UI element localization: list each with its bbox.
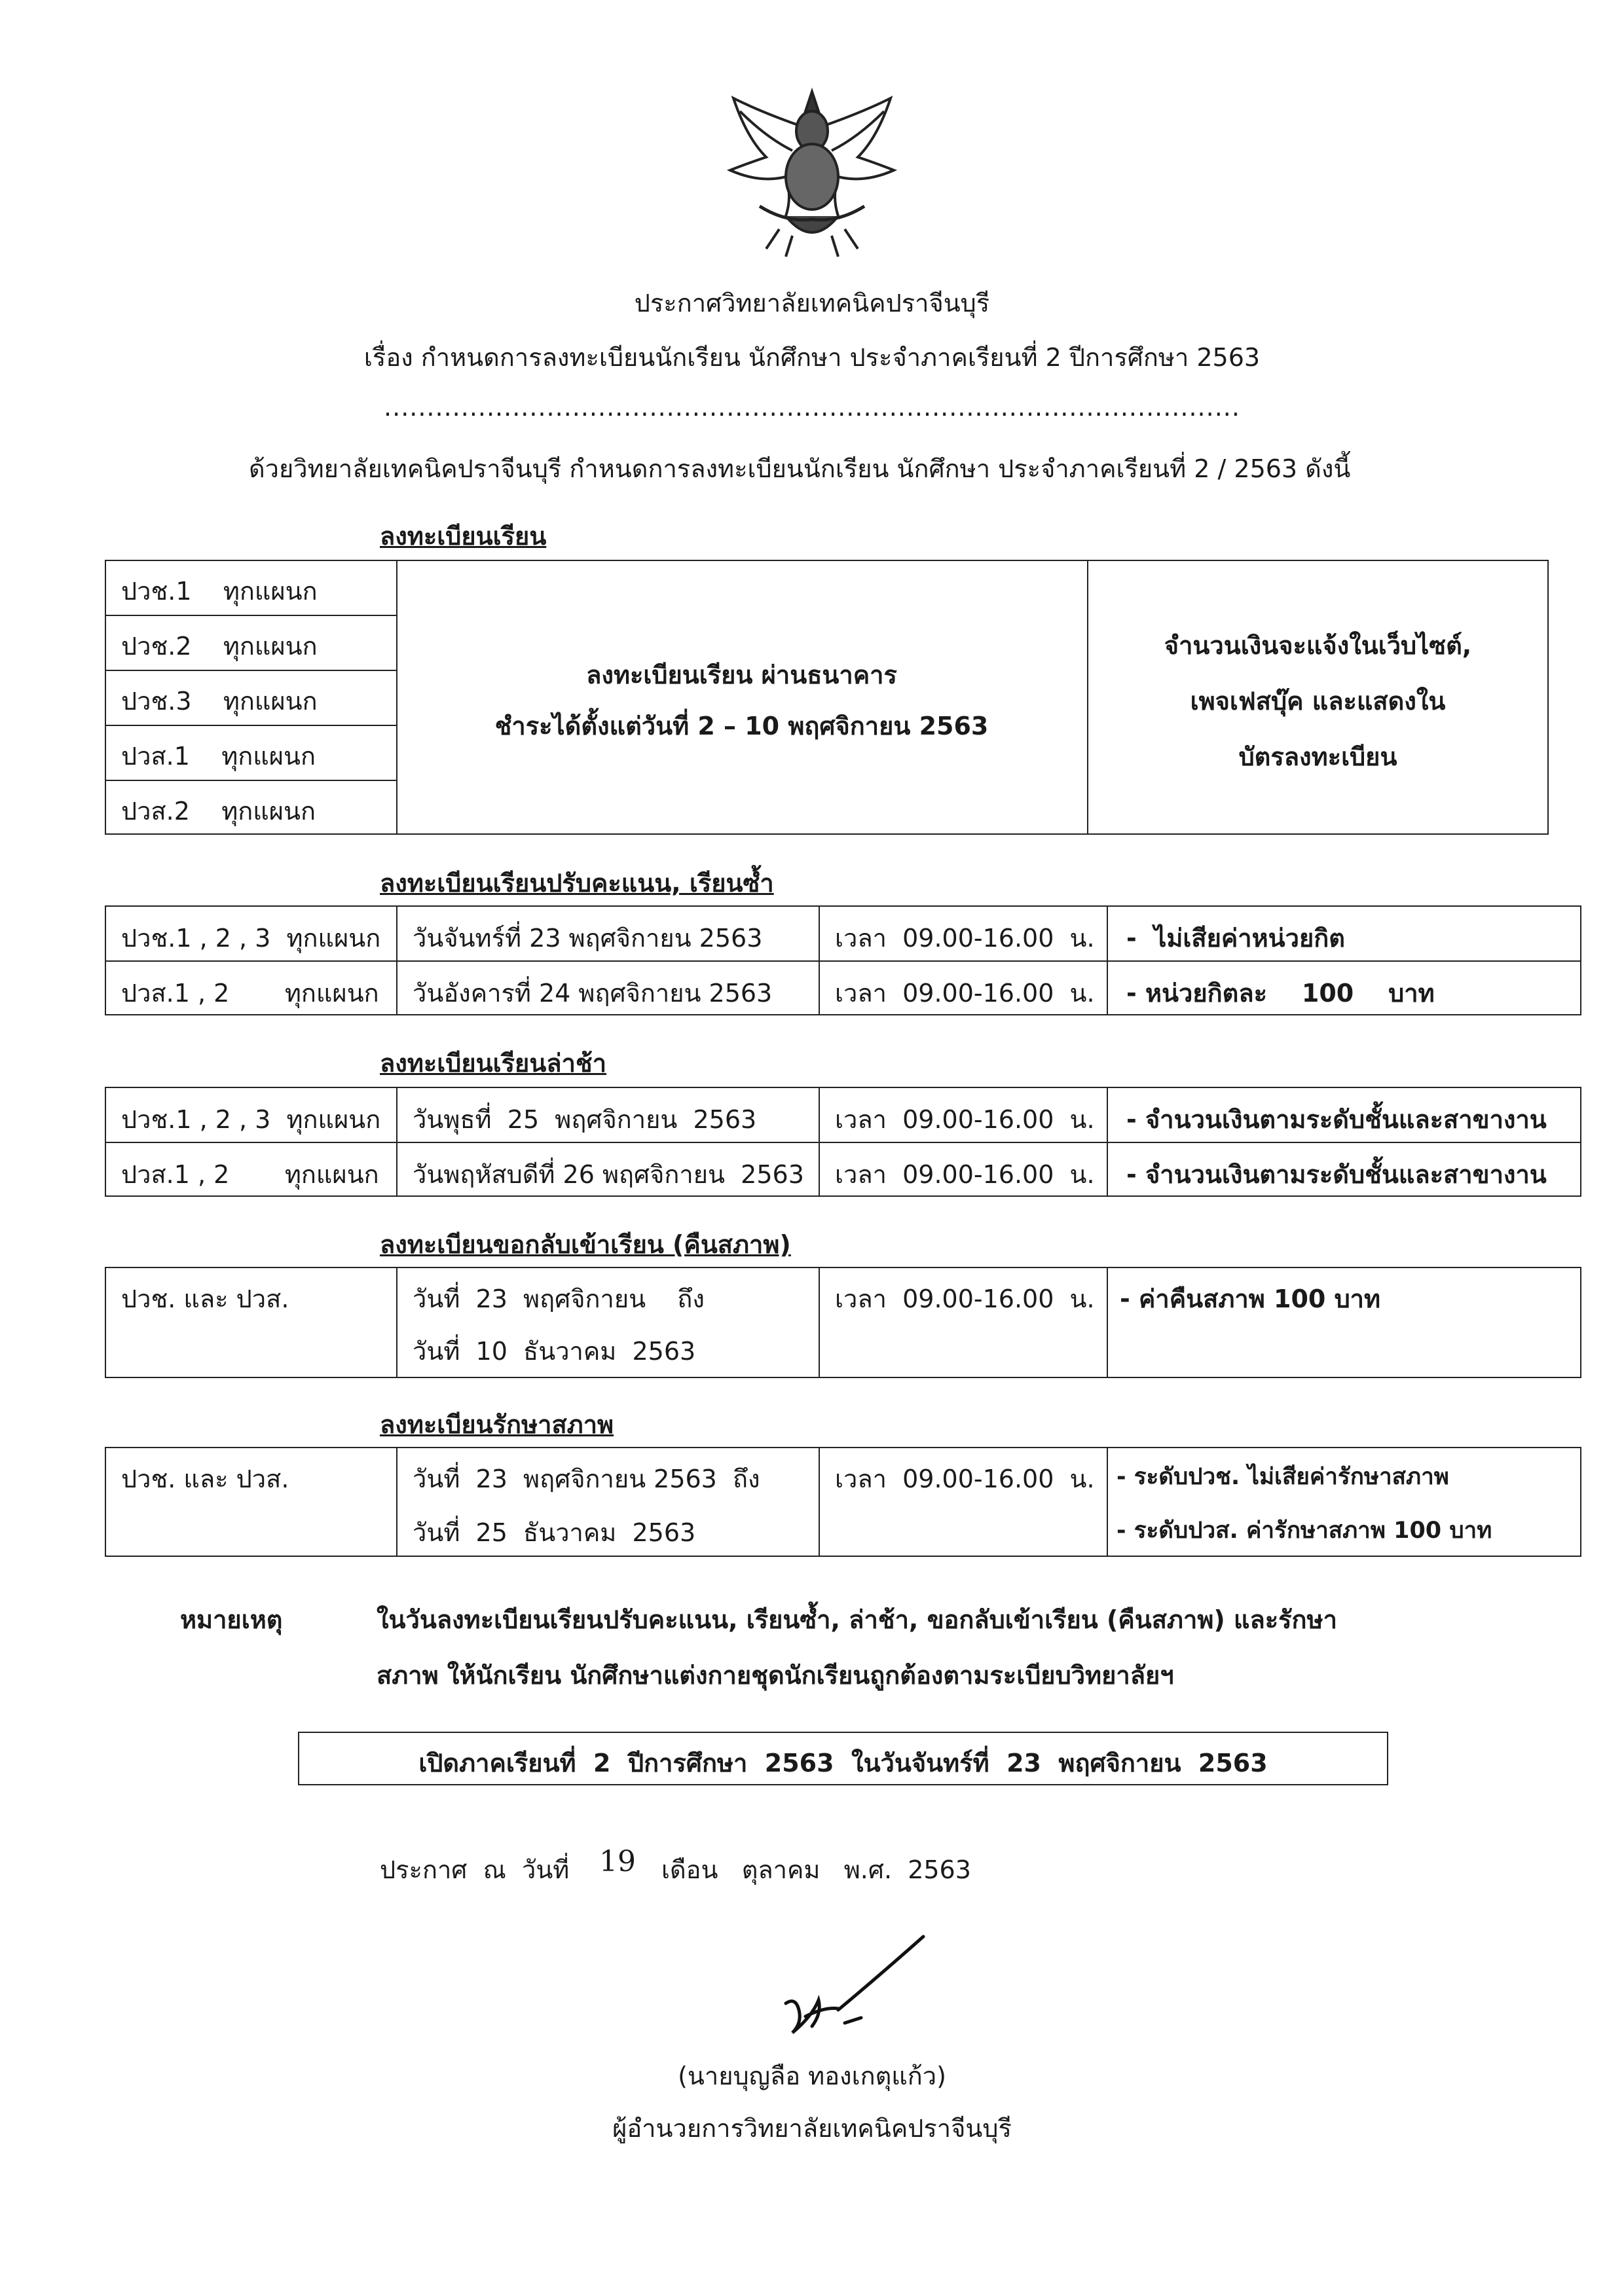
intro-text: ด้วยวิทยาลัยเทคนิคปราจีนบุรี กำหนดการลงทะเบียนนักเรียน นักศึกษา ประจำภาคเรียนที่ 2 / 2563 ดังนี้: [249, 454, 1351, 483]
table-divider: [1107, 905, 1108, 1015]
table-divider: [1107, 1447, 1108, 1557]
row-divider: [105, 615, 396, 616]
remark-text: สภาพ ให้นักเรียน นักศึกษาแต่งกายชุดนักเรียนถูกต้องตามระเบียบวิทยาลัยฯ: [377, 1661, 1174, 1690]
table-cell: ปวส.2 ทุกแผนก: [121, 797, 316, 826]
table-cell: ปวช.1 ทุกแผนก: [121, 577, 318, 606]
row-divider: [105, 780, 396, 781]
table-cell: ปวส.1 ทุกแผนก: [121, 742, 316, 771]
table-cell: วันจันทร์ที่ 23 พฤศจิกายน 2563: [413, 924, 763, 953]
table-cell: ปวช.2 ทุกแผนก: [121, 632, 318, 661]
announce-day: 19: [599, 1845, 636, 1878]
section-heading-registration: ลงทะเบียนเรียน: [380, 522, 547, 551]
row-divider: [105, 670, 396, 671]
table-cell: - จำนวนเงินตามระดับชั้นและสาขางาน: [1126, 1105, 1547, 1134]
row-divider: [105, 725, 396, 726]
table-divider: [819, 1267, 820, 1378]
table-cell: เวลา 09.00-16.00 น.: [835, 1465, 1095, 1493]
table-cell: วันพฤหัสบดีที่ 26 พฤศจิกายน 2563: [413, 1160, 804, 1189]
table-cell: - ค่าคืนสภาพ 100 บาท: [1120, 1285, 1381, 1313]
table-cell: เวลา 09.00-16.00 น.: [835, 1285, 1095, 1313]
table-cell: เวลา 09.00-16.00 น.: [835, 1160, 1095, 1189]
table-cell: ปวช.1 , 2 , 3 ทุกแผนก: [121, 1105, 381, 1134]
signer-name: (นายบุญลือ ทองเกตุแก้ว): [678, 2062, 946, 2090]
section-heading-status-maintenance: ลงทะเบียนรักษาสภาพ: [380, 1410, 614, 1439]
table-divider: [396, 1267, 397, 1378]
table-cell: ปวส.1 , 2 ทุกแผนก: [121, 1160, 379, 1189]
table-cell: วันที่ 10 ธันวาคม 2563: [413, 1337, 696, 1366]
row-divider: [105, 1142, 1581, 1143]
table-divider: [396, 1447, 397, 1557]
table-cell: - จำนวนเงินตามระดับชั้นและสาขางาน: [1126, 1160, 1547, 1189]
dotted-separator: ....................................................................................................: [384, 393, 1240, 422]
table-cell: วันอังคารที่ 24 พฤศจิกายน 2563: [413, 979, 773, 1008]
table-cell: วันพุธที่ 25 พฤศจิกายน 2563: [413, 1105, 757, 1134]
table-cell: เวลา 09.00-16.00 น.: [835, 1105, 1095, 1134]
table-cell: วันที่ 23 พฤศจิกายน ถึง: [413, 1285, 705, 1313]
fee-note: จำนวนเงินจะแจ้งในเว็บไซต์,: [1164, 631, 1472, 660]
table-divider: [396, 905, 397, 1015]
payment-period: ชำระได้ตั้งแต่วันที่ 2 – 10 พฤศจิกายน 2563: [494, 712, 989, 740]
opening-date-text: เปิดภาคเรียนที่ 2 ปีการศึกษา 2563 ในวันจันทร์ที่ 23 พฤศจิกายน 2563: [418, 1749, 1268, 1777]
table-cell: ปวช.3 ทุกแผนก: [121, 687, 318, 716]
table-cell: - ระดับปวส. ค่ารักษาสภาพ 100 บาท: [1116, 1518, 1492, 1544]
remark-label: หมายเหตุ: [180, 1605, 283, 1634]
table-cell: ปวช.1 , 2 , 3 ทุกแผนก: [121, 924, 381, 953]
remark-text: ในวันลงทะเบียนเรียนปรับคะแนน, เรียนซ้ำ, ล่าช้า, ขอกลับเข้าเรียน (คืนสภาพ) และรักษา: [377, 1605, 1337, 1634]
table-divider: [1107, 1267, 1108, 1378]
table-cell: - ระดับปวช. ไม่เสียค่ารักษาสภาพ: [1116, 1464, 1449, 1490]
table-cell: ปวช. และ ปวส.: [121, 1465, 289, 1493]
table-divider: [819, 905, 820, 1015]
table-cell: ปวช. และ ปวส.: [121, 1285, 289, 1313]
announcement-title: ประกาศวิทยาลัยเทคนิคปราจีนบุรี: [634, 289, 990, 318]
table-divider: [396, 1087, 397, 1197]
table-cell: เวลา 09.00-16.00 น.: [835, 979, 1095, 1008]
signature-icon: [766, 1931, 936, 2043]
section-heading-grade-improvement: ลงทะเบียนเรียนปรับคะแนน, เรียนซ้ำ: [380, 869, 774, 898]
table-cell: - ไม่เสียค่าหน่วยกิต: [1126, 924, 1345, 953]
table-divider: [819, 1087, 820, 1197]
fee-note: บัตรลงทะเบียน: [1238, 742, 1397, 771]
table-cell: ปวส.1 , 2 ทุกแผนก: [121, 979, 379, 1008]
table-divider: [396, 560, 397, 835]
table-divider: [1107, 1087, 1108, 1197]
row-divider: [105, 960, 1581, 962]
table-cell: วันที่ 23 พฤศจิกายน 2563 ถึง: [413, 1465, 760, 1493]
fee-note: เพจเฟสบุ๊ค และแสดงใน: [1190, 687, 1446, 716]
table-cell: วันที่ 25 ธันวาคม 2563: [413, 1518, 696, 1547]
section-heading-late-registration: ลงทะเบียนเรียนล่าช้า: [380, 1049, 607, 1078]
announce-date-prefix: ประกาศ ณ วันที่: [380, 1855, 570, 1884]
announce-date-month-year: เดือน ตุลาคม พ.ศ. 2563: [661, 1855, 971, 1884]
signer-position: ผู้อำนวยการวิทยาลัยเทคนิคปราจีนบุรี: [612, 2114, 1012, 2143]
announcement-subject: เรื่อง กำหนดการลงทะเบียนนักเรียน นักศึกษา ประจำภาคเรียนที่ 2 ปีการศึกษา 2563: [363, 343, 1261, 372]
payment-method: ลงทะเบียนเรียน ผ่านธนาคาร: [586, 661, 897, 689]
table-cell: เวลา 09.00-16.00 น.: [835, 924, 1095, 953]
section-heading-reinstatement: ลงทะเบียนขอกลับเข้าเรียน (คืนสภาพ): [380, 1230, 791, 1259]
garuda-emblem-icon: [720, 85, 904, 262]
table-divider: [819, 1447, 820, 1557]
table-cell: - หน่วยกิตละ 100 บาท: [1126, 979, 1435, 1008]
